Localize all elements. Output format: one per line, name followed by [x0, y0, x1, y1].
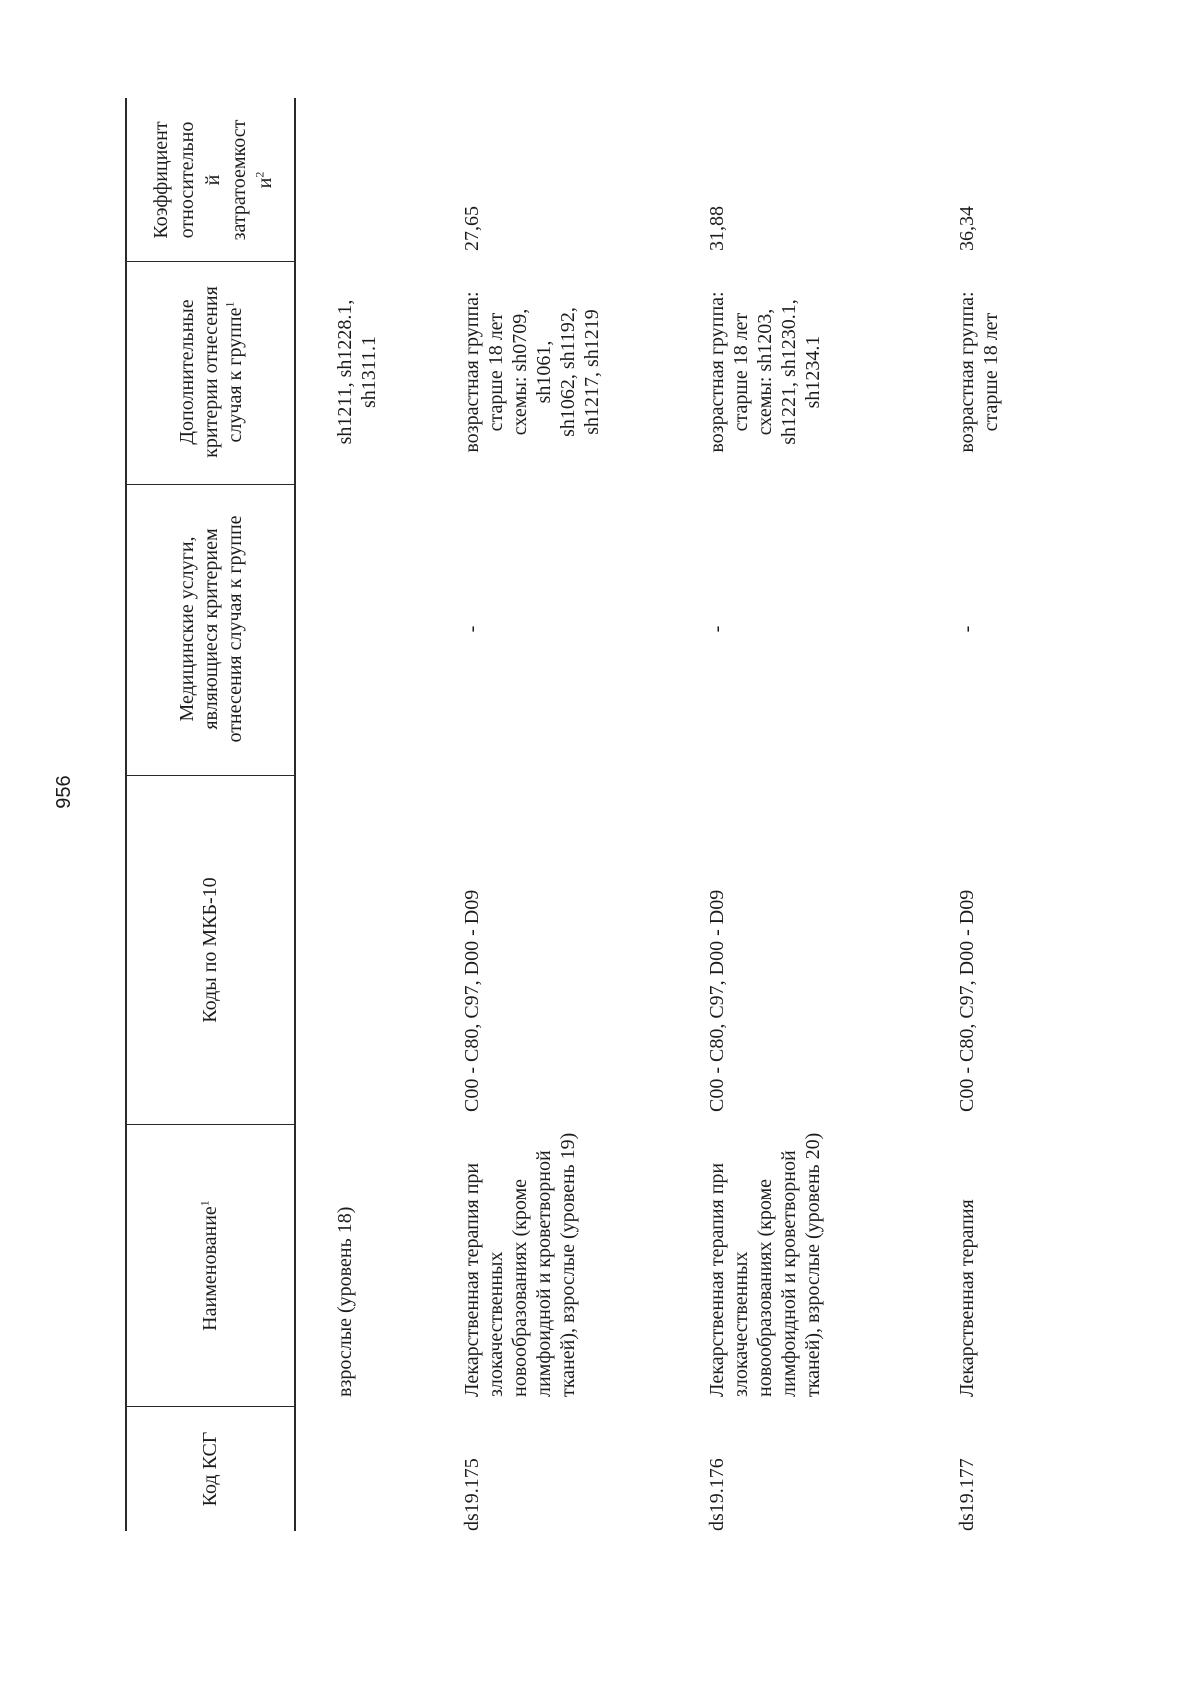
- criteria-line: старше 18 лет: [485, 312, 507, 432]
- row-services: -: [461, 625, 483, 633]
- criteria-line: схемы: sh1203,: [754, 308, 776, 436]
- criteria-line: sh1234.1: [802, 335, 824, 409]
- header-coef-last: и: [254, 177, 276, 189]
- criteria-line: sh1217, sh1219: [581, 309, 603, 435]
- criteria-line: схемы: sh0709,: [509, 308, 531, 436]
- criteria-line: sh1311.1: [358, 335, 380, 409]
- header-services: [175, 491, 247, 767]
- header-name-text: Наименование: [199, 1206, 221, 1331]
- header-coef: [148, 99, 278, 261]
- row-name: Лекарственная терапия: [956, 1199, 978, 1397]
- criteria-line: возрастная группа:: [956, 291, 978, 453]
- header-criteria-footnote: 1: [222, 301, 237, 308]
- column-divider: [125, 261, 295, 262]
- header-icd-text: Коды по МКБ-10: [199, 877, 221, 1023]
- criteria-line: возрастная группа:: [461, 291, 483, 453]
- row-services: -: [956, 625, 978, 633]
- header-services-text: Медицинские услуги, являющиеся критерием отнесения случая к группе: [176, 515, 246, 743]
- criteria-line: sh1221, sh1230.1,: [778, 299, 800, 445]
- criteria-line: старше 18 лет: [980, 312, 1002, 432]
- header-coef-line: [252, 99, 278, 261]
- criteria-line: возрастная группа:: [706, 291, 728, 453]
- row-code: ds19.175: [461, 1458, 483, 1531]
- page-number: 956: [53, 775, 75, 809]
- criteria-line: старше 18 лет: [730, 312, 752, 432]
- criteria-line: sh1061,: [533, 340, 555, 404]
- row-icd: C00 - C80, C97, D00 - D09: [956, 889, 978, 1112]
- row-criteria: [955, 267, 1003, 477]
- row-services: -: [706, 625, 728, 633]
- row-coef: 27,65: [461, 206, 483, 251]
- row-continuation-name: взрослые (уровень 18): [334, 1206, 356, 1397]
- header-criteria: [175, 267, 247, 477]
- row-code: ds19.176: [706, 1458, 728, 1531]
- header-code: [198, 1407, 222, 1531]
- header-code-text: Код КСГ: [199, 1431, 221, 1507]
- row-continuation-criteria: [333, 267, 381, 477]
- row-name: Лекарственная терапия при злокачественных новообразованиях (кроме лимфоидной и кроветворной тканей), взрослые (уровень 20): [706, 1132, 824, 1397]
- row-coef: 31,88: [706, 206, 728, 251]
- row-criteria: [460, 267, 604, 477]
- column-divider: [125, 484, 295, 485]
- row-criteria: [705, 267, 825, 477]
- row-code: ds19.177: [956, 1458, 978, 1531]
- header-coef-line: затратоемкост: [228, 119, 250, 241]
- header-coef-footnote: 2: [252, 171, 267, 178]
- criteria-line: sh1211, sh1228.1,: [334, 299, 356, 445]
- header-coef-line: Коэффициент: [150, 121, 172, 239]
- header-coef-line: относительно: [176, 121, 198, 239]
- header-name: [198, 1125, 222, 1406]
- row-name: Лекарственная терапия при злокачественных новообразованиях (кроме лимфоидной и кроветворной тканей), взрослые (уровень 19): [461, 1132, 579, 1397]
- header-icd: [198, 776, 222, 1124]
- header-name-footnote: 1: [197, 1200, 212, 1207]
- table-header-rule: [294, 98, 296, 1531]
- criteria-line: sh1062, sh1192,: [557, 307, 579, 437]
- header-coef-line: й: [202, 174, 224, 186]
- header-criteria-text: Дополнительные критерии отнесения случая к группе: [176, 286, 246, 458]
- row-coef: 36,34: [956, 206, 978, 251]
- table-top-rule: [125, 98, 127, 1531]
- row-icd: C00 - C80, C97, D00 - D09: [706, 889, 728, 1112]
- row-icd: C00 - C80, C97, D00 - D09: [461, 889, 483, 1112]
